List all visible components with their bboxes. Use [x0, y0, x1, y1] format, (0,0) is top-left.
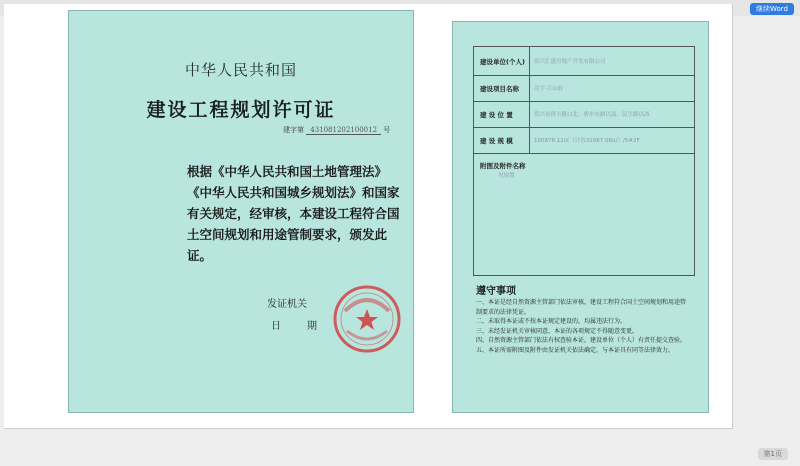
open-in-word-button[interactable]: 继续Word: [750, 3, 794, 15]
row-value: 资兴市资丰路口北、碧水东路以南、民生路以西: [534, 112, 650, 118]
date-label: 日 期: [271, 321, 325, 332]
row-value: 汉宇·江山府: [534, 86, 564, 92]
notice-item: 五、本证所需附图及附件由发证机关依法确定，与本证具有同等法律效力。: [476, 346, 675, 354]
row-label: 建设项目名称: [480, 85, 519, 93]
row-label: 建 设 规 模: [480, 137, 513, 145]
row-label: 建设单位(个人): [480, 58, 525, 66]
certificate-title: 建设工程规划许可证: [146, 99, 336, 121]
notice-list: [476, 298, 690, 355]
table-row: [474, 101, 694, 128]
row-value: 100878.11㎡（计容31987.06㎡）/5#2F: [534, 138, 640, 144]
row-value: 见规划: [498, 173, 515, 179]
page-indicator: 第1页: [758, 448, 788, 460]
notice-item: 四、自然资源主管部门依法有权查验本证，建设单位（个人）有责任提交查验。: [476, 337, 687, 344]
row-label: 附图及附件名称: [480, 162, 526, 170]
scanned-page: [4, 4, 733, 429]
number-suffix: 号: [383, 126, 391, 134]
row-value: 资兴汇盛房地产开发有限公司: [534, 59, 606, 65]
notice-item: 一、本证是经自然资源主管部门依法审核，建设工程符合国土空间规划和用途管制要求的法律凭证。: [476, 299, 687, 316]
certificate-left-panel: [68, 10, 414, 413]
country-heading: 中华人民共和国: [184, 61, 297, 79]
notice-item: 三、未经发证机关审核同意，本证的各项规定不得随意变更。: [476, 327, 639, 335]
number-prefix: 建字第: [283, 126, 304, 134]
certificate-number-line: [283, 125, 390, 135]
issuer-label: 发证机关: [267, 299, 307, 310]
table-row: [474, 47, 694, 76]
row-label: 建 设 位 置: [480, 111, 513, 119]
notice-title: 遵守事项: [476, 286, 516, 297]
table-row: [474, 127, 694, 154]
table-row: [474, 75, 694, 102]
notice-item: 二、未取得本证或不按本证规定建设的，均属违法行为。: [476, 318, 627, 325]
certificate-number: 431081202100012: [306, 126, 381, 135]
certificate-body-text: 根据《中华人民共和国土地管理法》《中华人民共和国城乡规划法》和国家有关规定，经审核，本建设工程符合国土空间规划和用途管制要求，颁发此证。: [187, 164, 400, 263]
table-row: [474, 153, 694, 274]
project-info-table: [473, 46, 695, 276]
official-seal-stamp: [331, 283, 403, 355]
